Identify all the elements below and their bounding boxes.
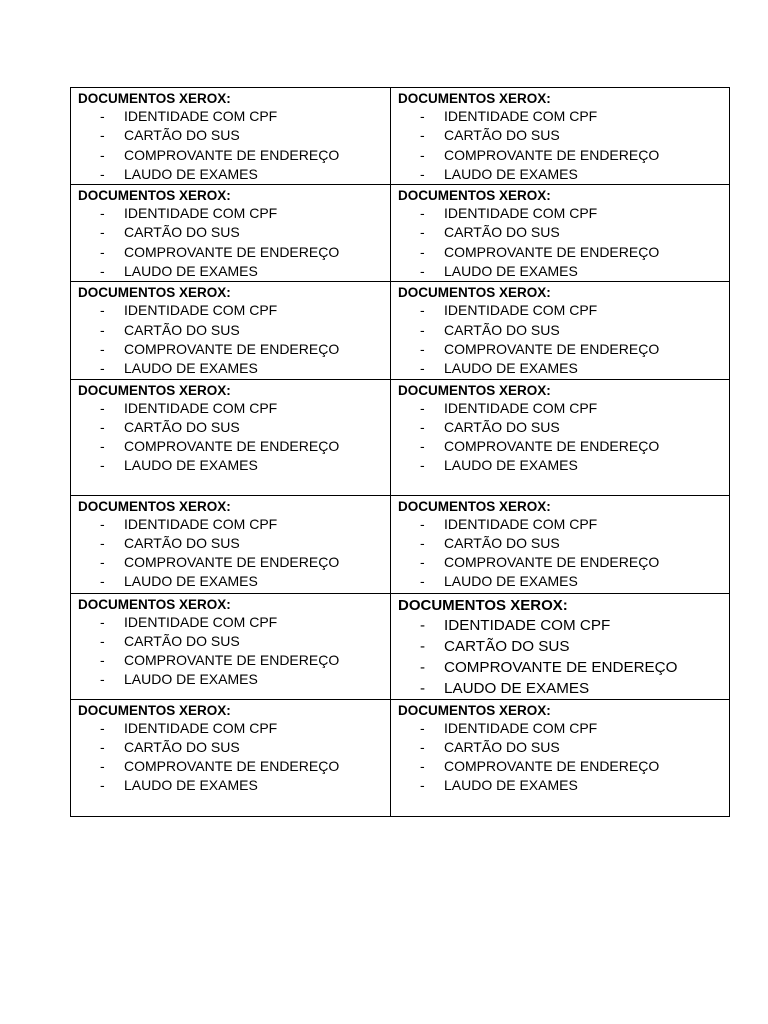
list-item-label: IDENTIDADE COM CPF — [444, 205, 598, 222]
bullet-dash: - — [100, 165, 105, 182]
bullet-dash: - — [100, 418, 105, 435]
list-item-label: CARTÃO DO SUS — [124, 418, 240, 435]
document-list — [78, 719, 390, 796]
bullet-dash: - — [100, 263, 105, 280]
list-item-label: CARTÃO DO SUS — [124, 632, 240, 649]
list-item — [78, 243, 390, 262]
list-item-label: IDENTIDADE COM CPF — [444, 302, 598, 319]
list-item-label: CARTÃO DO SUS — [444, 534, 560, 551]
cell-title: DOCUMENTOS XEROX: — [398, 498, 551, 514]
list-item — [78, 456, 390, 475]
list-item — [398, 615, 729, 636]
list-item — [398, 126, 729, 145]
list-item — [398, 321, 729, 340]
list-item — [398, 146, 729, 165]
bullet-dash: - — [100, 671, 105, 688]
list-item — [398, 418, 729, 437]
bullet-dash: - — [420, 243, 425, 260]
bullet-dash: - — [420, 146, 425, 163]
list-item-label: CARTÃO DO SUS — [124, 224, 240, 241]
list-item-label: LAUDO DE EXAMES — [124, 457, 258, 474]
list-item-label: CARTÃO DO SUS — [124, 738, 240, 755]
list-item-label: COMPROVANTE DE ENDEREÇO — [444, 758, 660, 775]
bullet-dash: - — [420, 418, 425, 435]
list-item — [398, 534, 729, 553]
table-row — [71, 379, 730, 495]
list-item-label: CARTÃO DO SUS — [444, 321, 560, 338]
bullet-dash: - — [100, 457, 105, 474]
cell-title: DOCUMENTOS XEROX: — [398, 596, 568, 614]
bullet-dash: - — [420, 515, 425, 532]
table-row — [71, 185, 730, 282]
table-row — [71, 282, 730, 379]
list-item-label: COMPROVANTE DE ENDEREÇO — [444, 340, 660, 357]
list-item — [78, 670, 390, 689]
document-list — [398, 204, 729, 281]
list-item-label: COMPROVANTE DE ENDEREÇO — [124, 243, 340, 260]
cell-title: DOCUMENTOS XEROX: — [78, 91, 231, 106]
list-item-label: COMPROVANTE DE ENDEREÇO — [444, 243, 660, 260]
document-cell — [71, 185, 391, 282]
cell-title: DOCUMENTOS XEROX: — [78, 382, 231, 398]
bullet-dash: - — [100, 340, 105, 357]
document-list — [78, 399, 390, 476]
bullet-dash: - — [100, 243, 105, 260]
bullet-dash: - — [100, 738, 105, 755]
bullet-dash: - — [100, 777, 105, 794]
list-item-label: CARTÃO DO SUS — [444, 418, 560, 435]
list-item-label: IDENTIDADE COM CPF — [444, 515, 598, 532]
cell-title: DOCUMENTOS XEROX: — [78, 596, 231, 612]
cell-title: DOCUMENTOS XEROX: — [78, 702, 231, 718]
bullet-dash: - — [100, 632, 105, 649]
list-item — [78, 340, 390, 359]
document-cell — [71, 282, 391, 379]
document-list — [398, 615, 729, 699]
list-item — [78, 418, 390, 437]
list-item — [398, 515, 729, 534]
document-list — [78, 301, 390, 378]
bullet-dash: - — [420, 340, 425, 357]
bullet-dash: - — [420, 457, 425, 474]
list-item-label: LAUDO DE EXAMES — [124, 263, 258, 280]
list-item-label: IDENTIDADE COM CPF — [444, 719, 598, 736]
list-item-label: LAUDO DE EXAMES — [444, 165, 578, 182]
list-item-label: COMPROVANTE DE ENDEREÇO — [124, 652, 340, 669]
list-item — [398, 437, 729, 456]
list-item — [78, 757, 390, 776]
bullet-dash: - — [420, 738, 425, 755]
list-item-label: CARTÃO DO SUS — [444, 224, 560, 241]
list-item — [78, 553, 390, 572]
list-item — [398, 636, 729, 657]
list-item-label: COMPROVANTE DE ENDEREÇO — [444, 658, 678, 676]
document-cell — [391, 495, 730, 593]
list-item-label: COMPROVANTE DE ENDEREÇO — [124, 554, 340, 571]
list-item-label: IDENTIDADE COM CPF — [124, 302, 278, 319]
bullet-dash: - — [420, 399, 425, 416]
list-item — [78, 204, 390, 223]
bullet-dash: - — [100, 108, 105, 124]
cell-title: DOCUMENTOS XEROX: — [398, 188, 551, 204]
list-item-label: CARTÃO DO SUS — [124, 534, 240, 551]
list-item-label: COMPROVANTE DE ENDEREÇO — [124, 438, 340, 455]
bullet-dash: - — [420, 127, 425, 144]
list-item — [398, 553, 729, 572]
bullet-dash: - — [420, 205, 425, 222]
document-cell — [391, 88, 730, 185]
bullet-dash: - — [100, 321, 105, 338]
document-list — [398, 515, 729, 592]
document-table-body — [71, 88, 730, 817]
list-item — [398, 678, 729, 699]
list-item — [398, 340, 729, 359]
bullet-dash: - — [420, 321, 425, 338]
list-item-label: LAUDO DE EXAMES — [124, 360, 258, 377]
bullet-dash: - — [420, 165, 425, 182]
list-item — [398, 738, 729, 757]
list-item-label: IDENTIDADE COM CPF — [124, 205, 278, 222]
bullet-dash: - — [100, 224, 105, 241]
list-item-label: CARTÃO DO SUS — [444, 738, 560, 755]
list-item-label: COMPROVANTE DE ENDEREÇO — [444, 146, 660, 163]
bullet-dash: - — [100, 146, 105, 163]
document-cell — [71, 699, 391, 816]
list-item — [78, 534, 390, 553]
cell-title: DOCUMENTOS XEROX: — [78, 188, 231, 204]
list-item — [398, 776, 729, 795]
list-item — [78, 738, 390, 757]
document-list — [78, 613, 390, 690]
list-item-label: COMPROVANTE DE ENDEREÇO — [124, 340, 340, 357]
list-item — [398, 107, 729, 126]
bullet-dash: - — [420, 263, 425, 280]
list-item — [78, 651, 390, 670]
bullet-dash: - — [100, 719, 105, 736]
list-item-label: CARTÃO DO SUS — [444, 127, 560, 144]
document-list — [398, 399, 729, 476]
list-item — [398, 657, 729, 678]
list-item — [78, 776, 390, 795]
document-list — [78, 204, 390, 281]
table-row — [71, 699, 730, 816]
list-item — [398, 757, 729, 776]
list-item — [398, 572, 729, 591]
table-row — [71, 593, 730, 699]
list-item — [78, 437, 390, 456]
cell-title: DOCUMENTOS XEROX: — [398, 285, 551, 301]
list-item-label: IDENTIDADE COM CPF — [124, 719, 278, 736]
bullet-dash: - — [420, 224, 425, 241]
list-item-label: CARTÃO DO SUS — [124, 321, 240, 338]
document-cell — [71, 495, 391, 593]
list-item-label: CARTÃO DO SUS — [444, 637, 570, 655]
list-item — [398, 204, 729, 223]
document-list — [398, 107, 729, 184]
bullet-dash: - — [100, 652, 105, 669]
list-item-label: COMPROVANTE DE ENDEREÇO — [124, 146, 340, 163]
bullet-dash: - — [100, 127, 105, 144]
list-item-label: LAUDO DE EXAMES — [124, 165, 258, 182]
list-item — [78, 321, 390, 340]
list-item-label: COMPROVANTE DE ENDEREÇO — [444, 554, 660, 571]
list-item-label: LAUDO DE EXAMES — [444, 777, 578, 794]
bullet-dash: - — [100, 438, 105, 455]
cell-title: DOCUMENTOS XEROX: — [398, 91, 551, 106]
document-list — [398, 301, 729, 378]
list-item-label: LAUDO DE EXAMES — [444, 360, 578, 377]
document-table — [70, 87, 730, 817]
bullet-dash: - — [420, 616, 426, 634]
document-cell — [391, 699, 730, 816]
list-item-label: COMPROVANTE DE ENDEREÇO — [124, 758, 340, 775]
document-cell — [391, 282, 730, 379]
document-cell — [391, 593, 730, 699]
bullet-dash: - — [100, 573, 105, 590]
bullet-dash: - — [420, 573, 425, 590]
document-list — [78, 107, 390, 184]
list-item-label: LAUDO DE EXAMES — [124, 671, 258, 688]
list-item-label: IDENTIDADE COM CPF — [444, 616, 611, 634]
document-cell — [71, 88, 391, 185]
list-item — [78, 262, 390, 281]
document-cell — [391, 379, 730, 495]
list-item — [398, 165, 729, 184]
list-item — [398, 243, 729, 262]
bullet-dash: - — [420, 534, 425, 551]
list-item-label: LAUDO DE EXAMES — [444, 263, 578, 280]
list-item — [398, 456, 729, 475]
list-item — [78, 146, 390, 165]
cell-title: DOCUMENTOS XEROX: — [398, 702, 551, 718]
bullet-dash: - — [100, 554, 105, 571]
document-list — [398, 719, 729, 796]
bullet-dash: - — [100, 360, 105, 377]
bullet-dash: - — [100, 613, 105, 630]
bullet-dash: - — [100, 534, 105, 551]
list-item-label: COMPROVANTE DE ENDEREÇO — [444, 438, 660, 455]
list-item — [398, 719, 729, 738]
list-item — [78, 107, 390, 126]
document-cell — [71, 593, 391, 699]
bullet-dash: - — [420, 637, 426, 655]
list-item-label: IDENTIDADE COM CPF — [124, 399, 278, 416]
list-item — [78, 632, 390, 651]
list-item — [78, 719, 390, 738]
bullet-dash: - — [420, 777, 425, 794]
bullet-dash: - — [420, 360, 425, 377]
list-item — [78, 515, 390, 534]
list-item — [78, 613, 390, 632]
list-item-label: LAUDO DE EXAMES — [444, 457, 578, 474]
list-item — [398, 301, 729, 320]
list-item — [398, 223, 729, 242]
list-item-label: IDENTIDADE COM CPF — [444, 399, 598, 416]
document-cell — [71, 379, 391, 495]
list-item — [78, 126, 390, 145]
table-row — [71, 88, 730, 185]
list-item-label: IDENTIDADE COM CPF — [124, 613, 278, 630]
cell-title: DOCUMENTOS XEROX: — [398, 382, 551, 398]
list-item — [398, 262, 729, 281]
bullet-dash: - — [420, 679, 426, 697]
list-item — [78, 165, 390, 184]
list-item-label: LAUDO DE EXAMES — [444, 679, 590, 697]
list-item — [78, 223, 390, 242]
table-row — [71, 495, 730, 593]
list-item — [78, 399, 390, 418]
list-item — [398, 399, 729, 418]
cell-title: DOCUMENTOS XEROX: — [78, 498, 231, 514]
bullet-dash: - — [420, 658, 426, 676]
list-item-label: LAUDO DE EXAMES — [124, 573, 258, 590]
bullet-dash: - — [420, 108, 425, 124]
list-item — [78, 301, 390, 320]
document-list — [78, 515, 390, 592]
list-item-label: LAUDO DE EXAMES — [124, 777, 258, 794]
list-item-label: LAUDO DE EXAMES — [444, 573, 578, 590]
bullet-dash: - — [100, 515, 105, 532]
bullet-dash: - — [420, 719, 425, 736]
bullet-dash: - — [100, 399, 105, 416]
bullet-dash: - — [420, 438, 425, 455]
document-cell — [391, 185, 730, 282]
bullet-dash: - — [420, 758, 425, 775]
bullet-dash: - — [420, 302, 425, 319]
bullet-dash: - — [100, 302, 105, 319]
bullet-dash: - — [420, 554, 425, 571]
list-item-label: IDENTIDADE COM CPF — [124, 108, 278, 124]
list-item-label: IDENTIDADE COM CPF — [444, 108, 598, 124]
bullet-dash: - — [100, 758, 105, 775]
list-item — [398, 359, 729, 378]
list-item — [78, 572, 390, 591]
cell-title: DOCUMENTOS XEROX: — [78, 285, 231, 301]
list-item — [78, 359, 390, 378]
bullet-dash: - — [100, 205, 105, 222]
list-item-label: CARTÃO DO SUS — [124, 127, 240, 144]
list-item-label: IDENTIDADE COM CPF — [124, 515, 278, 532]
